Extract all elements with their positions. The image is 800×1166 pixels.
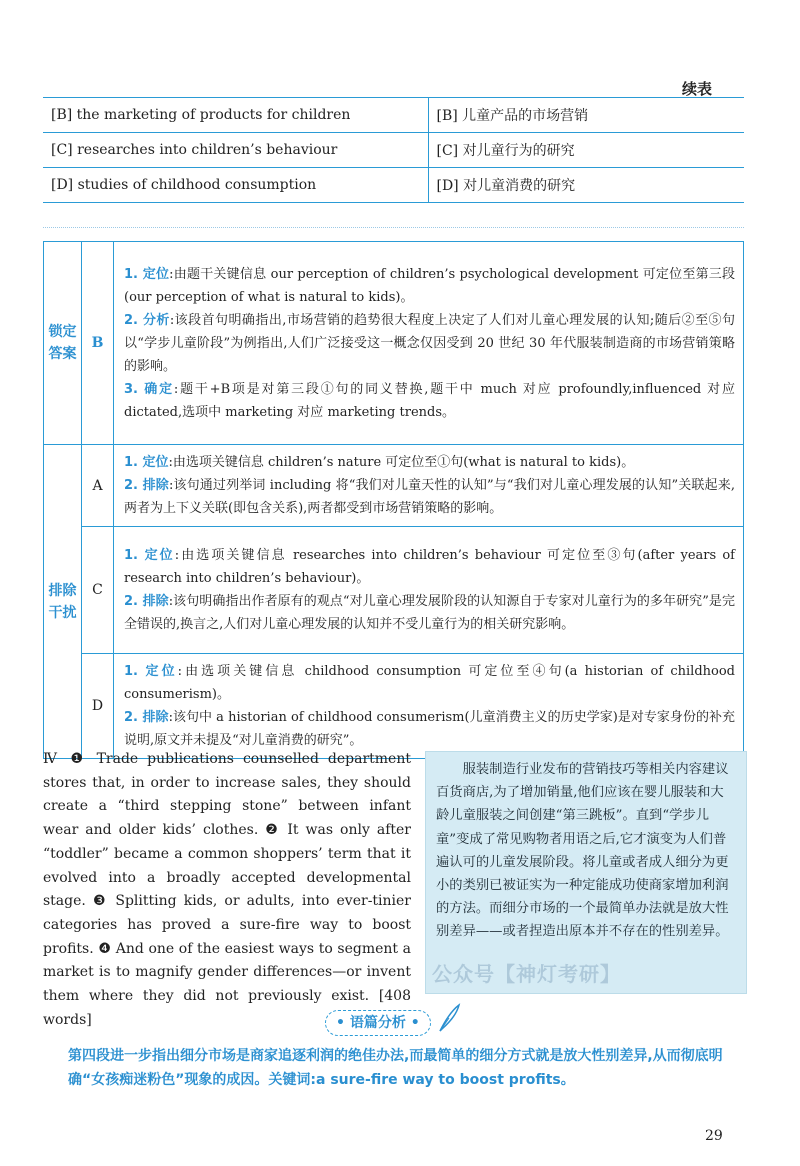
option-letter: D bbox=[82, 654, 114, 759]
feather-pen-icon bbox=[437, 1003, 461, 1033]
point-label: 2. 排除 bbox=[124, 594, 169, 609]
point-text: :由选项关键信息 children’s nature 可定位至①句(what is natural to kids)。 bbox=[168, 455, 635, 470]
exclude-distractor-label bbox=[44, 445, 82, 759]
point-text: :由题干关键信息 our perception of children’s psychological development 可定位至第三段(our perception of what is natural to kids)。 bbox=[124, 266, 735, 305]
point-label: 1. 定位 bbox=[124, 548, 175, 563]
point-text: :该句通过列举词 including 将“我们对儿童天性的认知”与“我们对儿童心理发展的认知”关联起来,两者为上下义关联(即包含关系),两者都受到市场营销策略的影响。 bbox=[124, 478, 735, 516]
point-label: 3. 确定 bbox=[124, 381, 174, 397]
word-count: [408 words] bbox=[43, 988, 411, 1028]
option-zh: [D] 对儿童消费的研究 bbox=[428, 168, 744, 203]
table-row bbox=[43, 133, 744, 168]
point-text: :该句明确指出作者原有的观点“对儿童心理发展阶段的认知源自于专家对儿童行为的多年研究”是完全错误的,换言之,人们对儿童心理发展的认知并不受儿童行为的相关研究影响。 bbox=[124, 594, 735, 632]
discourse-summary: 第四段进一步指出细分市场是商家追逐利润的绝佳办法,而最简单的细分方式就是放大性别差异,从而彻底明确“女孩痴迷粉色”现象的成因。关键词:a sure-fire way to boost profits。 bbox=[68, 1048, 723, 1088]
table-row bbox=[44, 445, 744, 527]
sentence-number: ❸ bbox=[93, 893, 109, 910]
category-text: 答案 bbox=[48, 346, 77, 362]
option-zh: [B] 儿童产品的市场营销 bbox=[428, 98, 744, 133]
page-number: 29 bbox=[705, 1128, 723, 1144]
point-label: 1. 定位 bbox=[124, 664, 178, 679]
sentence-number: ❹ bbox=[98, 940, 112, 957]
lock-answer-label bbox=[44, 242, 82, 445]
continued-table-label: 续表 bbox=[682, 80, 713, 98]
option-en: [D] studies of childhood consumption bbox=[43, 168, 428, 203]
point-label: 1. 定位 bbox=[124, 455, 169, 470]
section-title: • 语篇分析 • bbox=[325, 1010, 431, 1036]
table-row bbox=[44, 654, 744, 759]
analysis-cell bbox=[114, 527, 744, 654]
answer-letter: B bbox=[82, 242, 114, 445]
category-text: 干扰 bbox=[48, 604, 77, 621]
analysis-table bbox=[43, 241, 744, 759]
sentence-number: ❶ bbox=[70, 751, 88, 767]
point-text: :该段首句明确指出,市场营销的趋势很大程度上决定了人们对儿童心理发展的认知;随后②至⑤句以“学步儿童阶段”为例指出,人们广泛接受这一概念仅因受到 20 世纪 30 年代服装制造商的市场营销策略的影响。 bbox=[124, 312, 735, 374]
option-letter: A bbox=[82, 445, 114, 527]
category-text: 锁定 bbox=[48, 324, 77, 340]
sentence-number: ❷ bbox=[265, 822, 281, 839]
table-row bbox=[44, 242, 744, 445]
sentence-text: It was only after “toddler” became a common shoppers’ term that it evolved into a broadly accepted developmental stage. bbox=[43, 822, 411, 910]
analysis-cell bbox=[114, 445, 744, 527]
translation-box: 服装制造行业发布的营销技巧等相关内容建议百货商店,为了增加销量,他们应该在婴儿服装和大龄儿童服装之间创建“第三跳板”。直到“学步儿童”变成了常见购物者用语之后,它才演变为人们普遍认可的儿童发展阶段。将儿童或者成人细分为更小的类别已被证实为一种定能成功使商家增加利润的方法。而细分市场的一个最简单办法就是放大性别差异——或者捏造出原本并不存在的性别差异。 bbox=[425, 751, 747, 994]
sentence-text: Trade publications counselled department stores that, in order to increase sales, they should create a “third stepping stone” between infant wear and older kids’ clothes. bbox=[43, 751, 411, 839]
point-text: :题干+B项是对第三段①句的同义替换,题干中 much 对应 profoundly,influenced 对应 dictated,选项中 marketing 对应 marketing trends。 bbox=[124, 381, 735, 420]
analysis-cell bbox=[114, 654, 744, 759]
table-row bbox=[43, 168, 744, 203]
point-text: :由选项关键信息 childhood consumption 可定位至④句(a historian of childhood consumerism)。 bbox=[124, 664, 735, 702]
sentence-text: Splitting kids, or adults, into ever-tinier categories has proved a sure-fire way to boost profits. bbox=[43, 893, 411, 957]
category-text: 排除 bbox=[48, 582, 77, 599]
analysis-cell bbox=[114, 242, 744, 445]
point-text: :该句中 a historian of childhood consumerism(儿童消费主义的历史学家)是对专家身份的补充说明,原文并未提及“对儿童消费的研究”。 bbox=[124, 710, 736, 748]
options-table bbox=[43, 97, 744, 203]
divider bbox=[43, 227, 744, 228]
watermark-text: 公众号【神灯考研】 bbox=[432, 962, 621, 986]
point-label: 1. 定位 bbox=[124, 266, 170, 282]
table-row bbox=[44, 527, 744, 654]
paragraph-mark: Ⅳ bbox=[43, 751, 62, 767]
option-en: [B] the marketing of products for children bbox=[43, 98, 428, 133]
point-label: 2. 分析 bbox=[124, 312, 170, 328]
point-text: :由选项关键信息 researches into children’s behaviour 可定位至③句(after years of research into children’s behaviour)。 bbox=[124, 548, 735, 586]
table-row bbox=[43, 98, 744, 133]
option-letter: C bbox=[82, 527, 114, 654]
passage-paragraph bbox=[43, 748, 411, 1032]
sentence-text: And one of the easiest ways to segment a market is to magnify gender differences—or invent them where they did not previously exist. bbox=[43, 940, 412, 1005]
point-label: 2. 排除 bbox=[124, 478, 169, 493]
option-zh: [C] 对儿童行为的研究 bbox=[428, 133, 744, 168]
option-en: [C] researches into children’s behaviour bbox=[43, 133, 428, 168]
point-label: 2. 排除 bbox=[124, 710, 169, 725]
